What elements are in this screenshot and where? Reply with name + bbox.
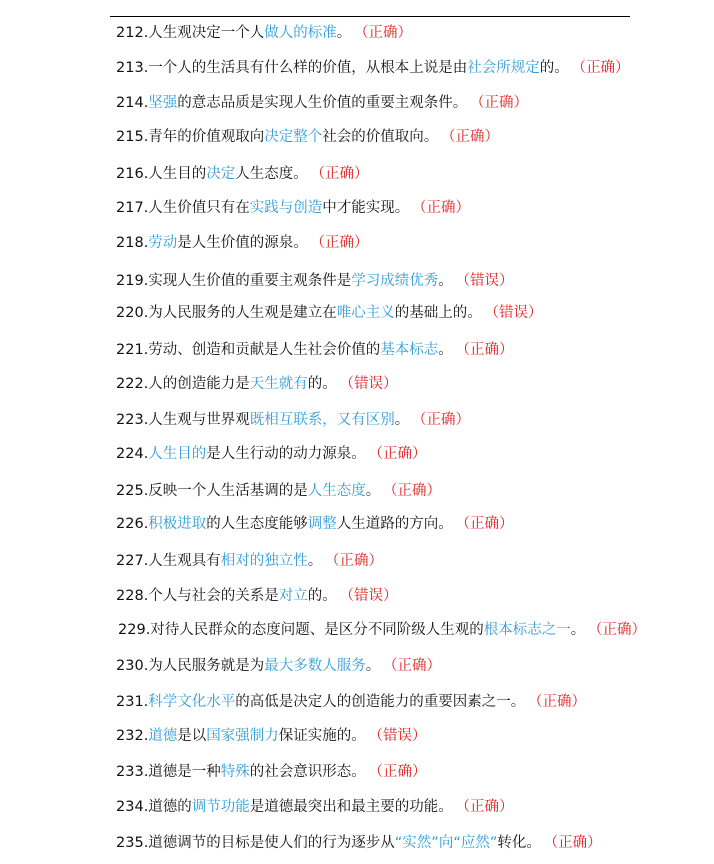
question-item: 230.为人民服务就是为最大多数人服务。 （正确）: [116, 658, 442, 674]
question-item: 213.一个人的生活具有什么样的价值，从根本上说是由社会所规定的。 （正确）: [116, 60, 630, 76]
verdict-label: （正确）: [462, 516, 514, 532]
verdict-label: （错误）: [462, 273, 514, 289]
highlighted-keyword: 对立: [278, 588, 308, 604]
statement-text: 的。: [307, 588, 337, 604]
verdict-label: （错误）: [346, 376, 398, 392]
verdict-label: （正确）: [477, 95, 529, 111]
highlighted-keyword: 基本标志: [380, 342, 439, 358]
question-number: 227: [116, 553, 144, 569]
highlighted-keyword: 相对的独立性: [220, 553, 308, 569]
question-item: 222.人的创造能力是天生就有的。 （错误）: [116, 376, 398, 392]
highlighted-keyword: “实然”向“应然”: [394, 835, 498, 851]
highlighted-keyword: 科学文化水平: [148, 694, 236, 710]
verdict-label: （正确）: [375, 764, 427, 780]
verdict-label: （正确）: [332, 553, 384, 569]
question-number: 212: [116, 25, 144, 41]
top-rule: [110, 16, 630, 17]
question-item: 235.道德调节的目标是使人们的行为逐步从“实然”向“应然”转化。 （正确）: [116, 835, 602, 851]
question-number: 234: [116, 799, 144, 815]
statement-text: 一个人的生活具有什么样的价值，从根本上说是由: [148, 60, 468, 76]
statement-text: 。: [394, 412, 410, 428]
statement-text: 道德的: [148, 799, 192, 815]
verdict-label: （正确）: [419, 412, 471, 428]
question-item: 226.积极进取的人生态度能够调整人生道路的方向。 （正确）: [116, 516, 514, 532]
question-number: 221: [116, 342, 144, 358]
statement-text: 是以: [177, 728, 207, 744]
statement-text: 。: [307, 553, 323, 569]
highlighted-keyword: 积极进取: [148, 516, 207, 532]
highlighted-keyword: 唯心主义: [336, 305, 395, 321]
question-number: 214: [116, 95, 144, 111]
question-number: 225: [116, 483, 144, 499]
question-item: 215.青年的价值观取向决定整个社会的价值取向。 （正确）: [116, 129, 500, 145]
statement-text: 的。: [539, 60, 569, 76]
highlighted-keyword: 特殊: [220, 764, 250, 780]
question-number: 220: [116, 305, 144, 321]
highlighted-keyword: 实践与创造: [249, 200, 323, 216]
highlighted-keyword: 劳动: [148, 235, 178, 251]
highlighted-keyword: 最大多数人服务: [264, 658, 366, 674]
highlighted-keyword: 国家强制力: [206, 728, 279, 744]
question-number: 233: [116, 764, 144, 780]
question-number: 217: [116, 200, 144, 216]
question-item: 212.人生观决定一个人做人的标准。 （正确）: [116, 25, 413, 41]
question-number: 231: [116, 694, 144, 710]
statement-text: 保证实施的。: [278, 728, 366, 744]
statement-text: 道德是一种: [148, 764, 221, 780]
question-item: 216.人生目的决定人生态度。 （正确）: [116, 166, 369, 182]
question-item: 228.个人与社会的关系是对立的。 （错误）: [116, 588, 398, 604]
statement-text: 青年的价值观取向: [148, 129, 265, 145]
statement-text: 人的创造能力是: [148, 376, 250, 392]
question-item: 227.人生观具有相对的独立性。 （正确）: [116, 553, 384, 569]
question-item: 231.科学文化水平的高低是决定人的创造能力的重要因素之一。 （正确）: [116, 694, 587, 710]
statement-text: 反映一个人生活基调的是: [148, 483, 308, 499]
statement-text: 人生目的: [148, 166, 207, 182]
statement-text: 为人民服务的人生观是建立在: [148, 305, 337, 321]
verdict-label: （正确）: [535, 694, 587, 710]
question-item: 221.劳动、创造和贡献是人生社会价值的基本标志。 （正确）: [116, 342, 514, 358]
question-number: 218: [116, 235, 144, 251]
verdict-label: （正确）: [390, 483, 442, 499]
question-item: 217.人生价值只有在实践与创造中才能实现。 （正确）: [116, 200, 471, 216]
question-number: 222: [116, 376, 144, 392]
statement-text: 人生观具有: [148, 553, 221, 569]
statement-text: 实现人生价值的重要主观条件是: [148, 273, 352, 289]
question-item: 229.对待人民群众的态度问题、是区分不同阶级人生观的根本标志之一。 （正确）: [118, 622, 647, 638]
statement-text: 。: [438, 273, 453, 289]
highlighted-keyword: 既相互联系，又有区别: [249, 412, 395, 428]
question-item: 220.为人民服务的人生观是建立在唯心主义的基础上的。 （错误）: [116, 305, 543, 321]
statement-text: 道德调节的目标是使人们的行为逐步从: [148, 835, 395, 851]
verdict-label: （错误）: [491, 305, 543, 321]
question-number: 228: [116, 588, 144, 604]
statement-text: 人生价值只有在: [148, 200, 250, 216]
highlighted-keyword: 学习成绩优秀: [351, 273, 439, 289]
verdict-label: （正确）: [361, 25, 413, 41]
highlighted-keyword: 人生态度: [307, 483, 366, 499]
highlighted-keyword: 坚强: [148, 95, 178, 111]
highlighted-keyword: 做人的标准: [264, 25, 337, 41]
question-item: 234.道德的调节功能是道德最突出和最主要的功能。 （正确）: [116, 799, 514, 815]
question-number: 213: [116, 60, 144, 76]
verdict-label: （正确）: [419, 200, 471, 216]
statement-text: 个人与社会的关系是: [148, 588, 279, 604]
statement-text: 的基础上的。: [394, 305, 482, 321]
verdict-label: （正确）: [595, 622, 647, 638]
question-number: 224: [116, 446, 144, 462]
verdict-label: （正确）: [462, 342, 514, 358]
statement-text: 的人生态度能够: [206, 516, 308, 532]
statement-text: 人生观决定一个人: [148, 25, 265, 41]
question-item: 232.道德是以国家强制力保证实施的。 （错误）: [116, 728, 427, 744]
verdict-label: （正确）: [317, 166, 369, 182]
statement-text: 对待人民群众的态度问题、是区分不同阶级人生观的: [150, 622, 484, 638]
statement-text: 人生道路的方向。: [336, 516, 453, 532]
question-item: 225.反映一个人生活基调的是人生态度。 （正确）: [116, 483, 442, 499]
statement-text: 。: [365, 658, 381, 674]
question-item: 224.人生目的是人生行动的动力源泉。 （正确）: [116, 446, 427, 462]
highlighted-keyword: 调整: [307, 516, 337, 532]
highlighted-keyword: 决定: [206, 166, 236, 182]
statement-text: 是人生行动的动力源泉。: [206, 446, 366, 462]
question-number: 216: [116, 166, 144, 182]
highlighted-keyword: 人生目的: [148, 446, 207, 462]
statement-text: 的高低是决定人的创造能力的重要因素之一。: [235, 694, 526, 710]
statement-text: 劳动、创造和贡献是人生社会价值的: [148, 342, 381, 358]
statement-text: 。: [336, 25, 352, 41]
question-number: 219: [116, 273, 144, 289]
statement-text: 。: [438, 342, 453, 358]
statement-text: 是道德最突出和最主要的功能。: [249, 799, 453, 815]
verdict-label: （正确）: [462, 799, 514, 815]
highlighted-keyword: 根本标志之一: [483, 622, 571, 638]
statement-text: 人生观与世界观: [148, 412, 250, 428]
statement-text: 的社会意识形态。: [249, 764, 366, 780]
statement-text: 人生态度。: [235, 166, 308, 182]
statement-text: 中才能实现。: [322, 200, 410, 216]
highlighted-keyword: 社会所规定: [467, 60, 540, 76]
question-number: 215: [116, 129, 144, 145]
verdict-label: （正确）: [390, 658, 442, 674]
question-item: 214.坚强的意志品质是实现人生价值的重要主观条件。 （正确）: [116, 95, 529, 111]
question-number: 229: [118, 622, 146, 638]
highlighted-keyword: 天生就有: [249, 376, 308, 392]
highlighted-keyword: 调节功能: [191, 799, 250, 815]
verdict-label: （错误）: [346, 588, 398, 604]
question-item: 219.实现人生价值的重要主观条件是学习成绩优秀。 （错误）: [116, 273, 514, 289]
verdict-label: （正确）: [375, 446, 427, 462]
question-number: 232: [116, 728, 144, 744]
statement-text: 是人生价值的源泉。: [177, 235, 308, 251]
question-item: 218.劳动是人生价值的源泉。 （正确）: [116, 235, 369, 251]
statement-text: 。: [365, 483, 381, 499]
highlighted-keyword: 道德: [148, 728, 178, 744]
question-number: 226: [116, 516, 144, 532]
statement-text: 为人民服务就是为: [148, 658, 265, 674]
statement-text: 的。: [307, 376, 337, 392]
verdict-label: （正确）: [317, 235, 369, 251]
statement-text: 。: [570, 622, 586, 638]
question-item: 223.人生观与世界观既相互联系，又有区别。 （正确）: [116, 412, 471, 428]
question-number: 235: [116, 835, 144, 851]
statement-text: 社会的价值取向。: [322, 129, 439, 145]
statement-text: 转化。: [497, 835, 541, 851]
question-number: 223: [116, 412, 144, 428]
verdict-label: （正确）: [550, 835, 602, 851]
statement-text: 的意志品质是实现人生价值的重要主观条件。: [177, 95, 468, 111]
verdict-label: （正确）: [578, 60, 630, 76]
verdict-label: （正确）: [448, 129, 500, 145]
question-item: 233.道德是一种特殊的社会意识形态。 （正确）: [116, 764, 427, 780]
question-number: 230: [116, 658, 144, 674]
highlighted-keyword: 决定整个: [264, 129, 323, 145]
verdict-label: （错误）: [375, 728, 427, 744]
